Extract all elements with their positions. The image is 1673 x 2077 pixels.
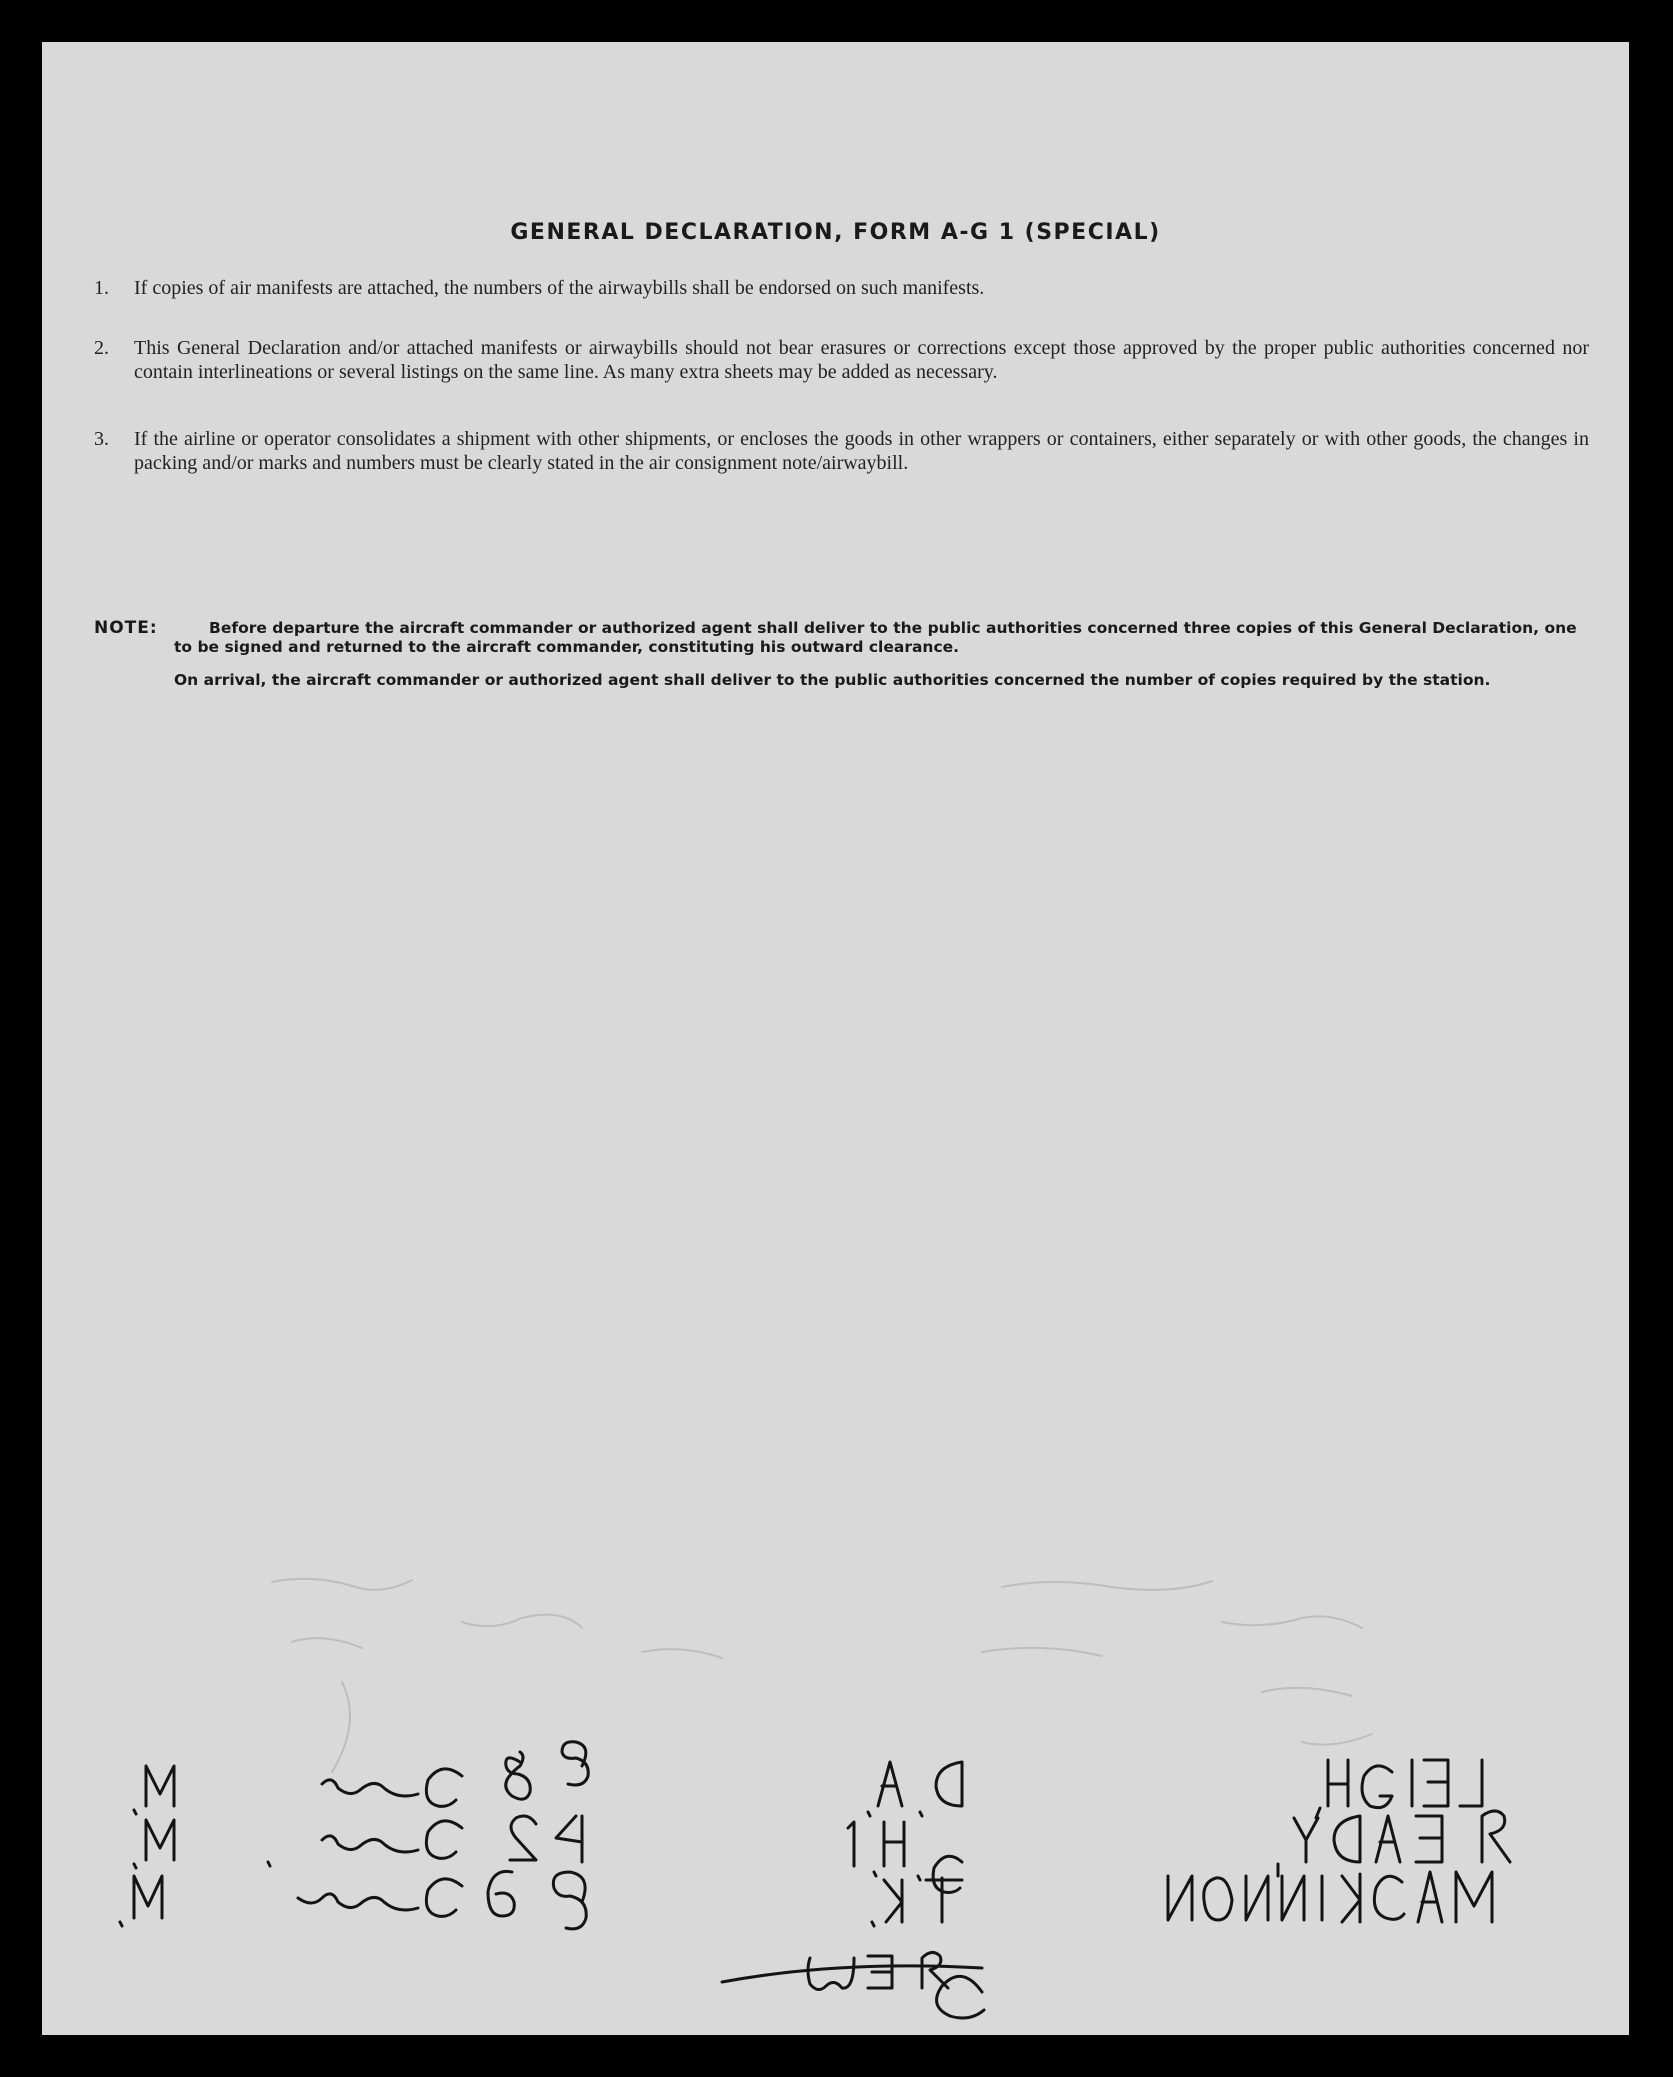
bleed-through-marks: [272, 1579, 1372, 1772]
item-number: 1.: [94, 277, 109, 299]
handwritten-heading-crew: [722, 1952, 984, 2018]
note-label: NOTE:: [94, 618, 158, 638]
item-text: If the airline or operator consolidates a shipment with other shipments, or encloses the goods in other wrappers or containers, either separately or with other goods, the changes in packing and/or marks and numbers must be clearly stated in the air consignment note/airwaybill.: [134, 428, 1589, 474]
item-text: This General Declaration and/or attached manifests or airwaybills should not bear erasures or corrections except those approved by the proper public authorities concerned nor contain interlineations or several listings on the same line. As many extra sheets may be added as necessary.: [134, 337, 1589, 383]
handwritten-initials: [848, 1762, 962, 1926]
document-page: [42, 42, 1629, 2035]
note-paragraph-arrival: On arrival, the aircraft commander or authorized agent shall deliver to the public authorities concerned the number of copies required by the station.: [174, 671, 1491, 689]
note-paragraph-departure: Before departure the aircraft commander or authorized agent shall deliver to the public authorities concerned three copies of this General Declaration, one to be signed and returned to the aircraft commander, constituting his outward clearance.: [174, 619, 1577, 656]
form-title: GENERAL DECLARATION, FORM A-G 1 (SPECIAL): [510, 220, 1161, 245]
item-number: 2.: [94, 337, 109, 359]
item-text: If copies of air manifests are attached, the numbers of the airwaybills shall be endorsed on such manifests.: [134, 277, 985, 299]
item-number: 3.: [94, 428, 109, 450]
handwritten-crew-list: [42, 42, 1629, 2035]
handwritten-details: [120, 1742, 588, 1929]
handwritten-surnames: [1168, 1760, 1510, 1922]
